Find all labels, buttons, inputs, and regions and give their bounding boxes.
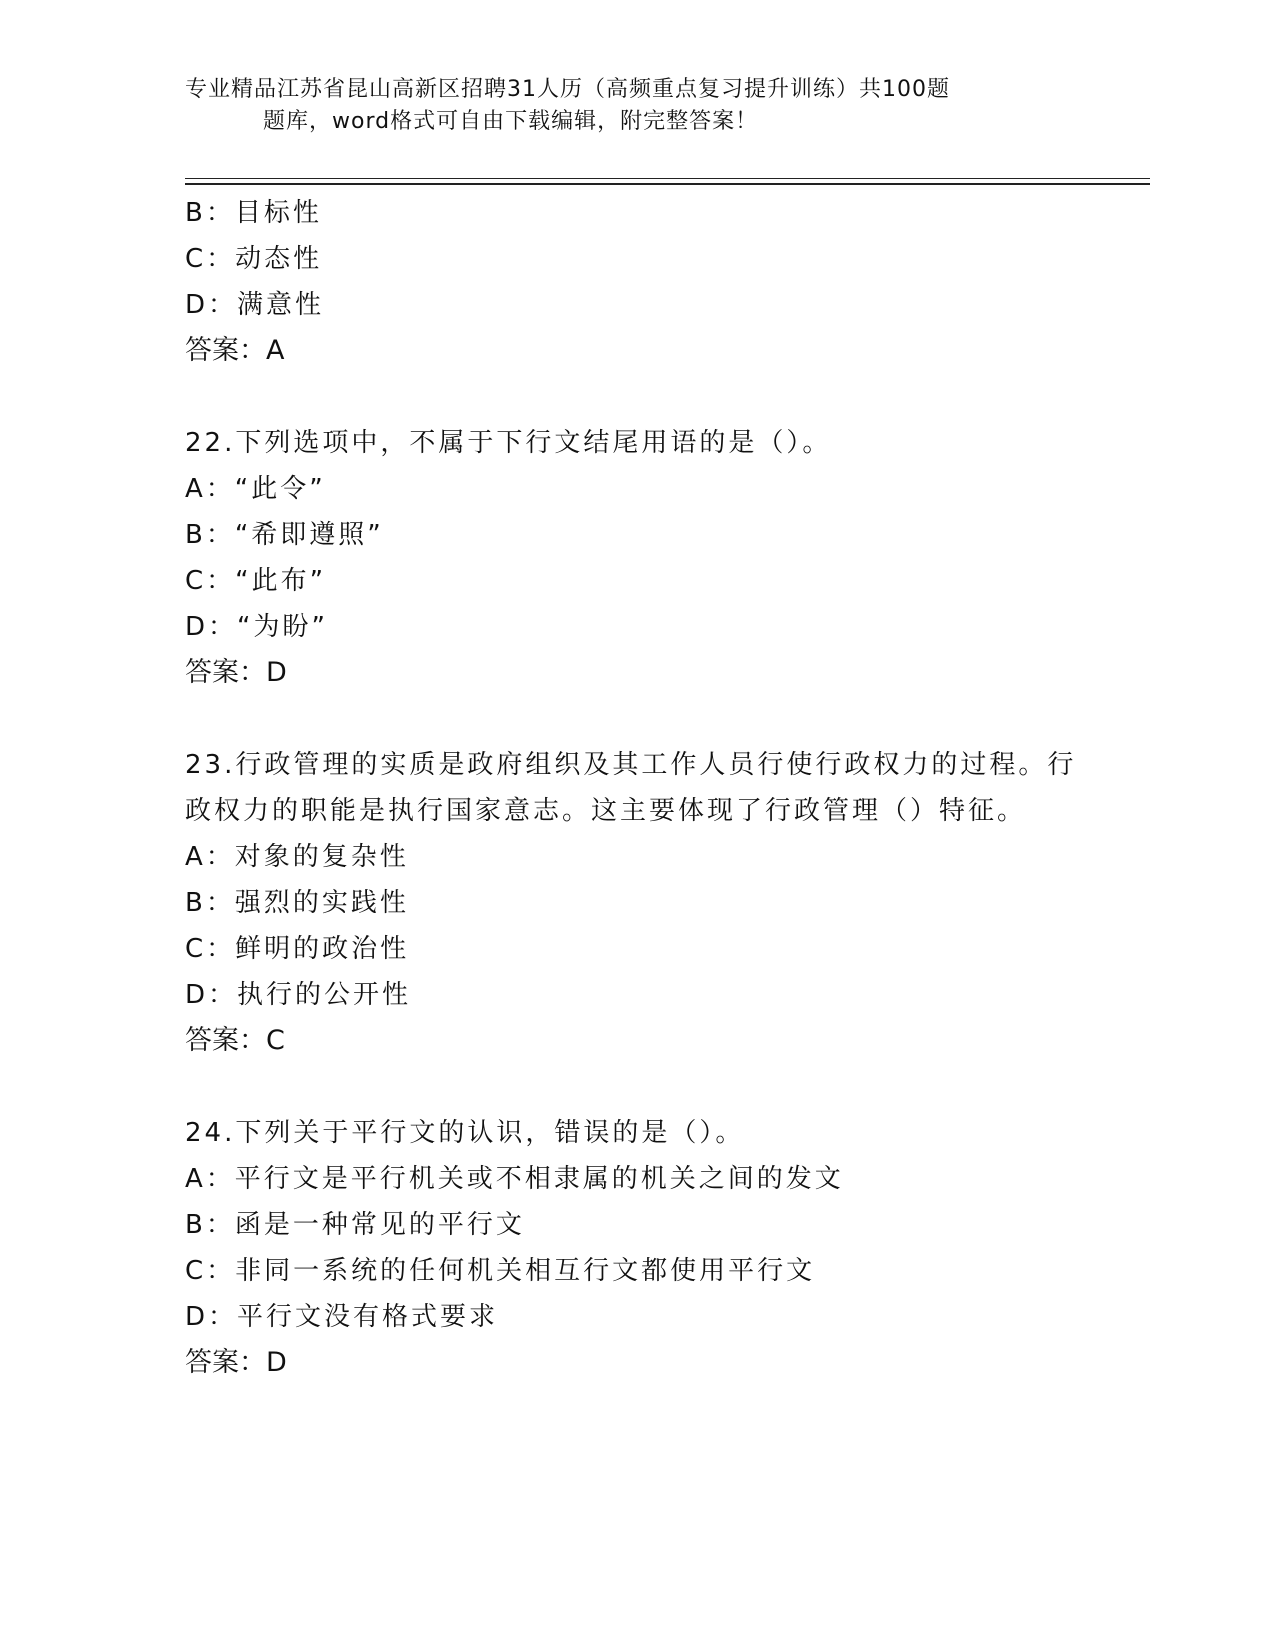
question-stem-line-2: 政权力的职能是执行国家意志。这主要体现了行政管理（）特征。	[185, 796, 1027, 826]
question-content	[185, 190, 1105, 1386]
option-a: A：平行文是平行机关或不相隶属的机关之间的发文	[185, 1164, 844, 1194]
spacer	[185, 1064, 1105, 1110]
option-d: D：执行的公开性	[185, 980, 412, 1010]
option-c: C：动态性	[185, 244, 323, 274]
spacer	[185, 696, 1105, 742]
answer-line: 答案：A	[185, 335, 285, 366]
answer-line: 答案：D	[185, 657, 287, 688]
question-stem-line-1: 23.行政管理的实质是政府组织及其工作人员行使行政权力的过程。行	[185, 750, 1077, 780]
spacer	[185, 374, 1105, 420]
option-a: A：“此令”	[185, 474, 326, 504]
question-22	[185, 420, 1105, 696]
option-d: D：平行文没有格式要求	[185, 1302, 499, 1332]
option-b: B：强烈的实践性	[185, 888, 409, 918]
question-23	[185, 742, 1105, 1064]
option-b: B：“希即遵照”	[185, 520, 384, 550]
header-title-line-2: 题库，word格式可自由下载编辑，附完整答案！	[263, 109, 759, 134]
question-24	[185, 1110, 1105, 1386]
question-stem: 22.下列选项中，不属于下行文结尾用语的是（）。	[185, 428, 832, 458]
option-c: C：鲜明的政治性	[185, 934, 410, 964]
option-d: D：满意性	[185, 290, 325, 320]
header-divider-thin	[185, 178, 1150, 179]
option-d: D：“为盼”	[185, 612, 328, 642]
page-header	[185, 74, 1085, 138]
option-b: B：函是一种常见的平行文	[185, 1210, 525, 1240]
header-divider-thick	[185, 183, 1150, 185]
continued-question	[185, 190, 1105, 374]
answer-line: 答案：D	[185, 1347, 287, 1378]
question-stem: 24.下列关于平行文的认识，错误的是（）。	[185, 1118, 745, 1148]
header-title-line-1: 专业精品江苏省昆山高新区招聘31人历（高频重点复习提升训练）共100题	[185, 77, 950, 102]
option-b: B：目标性	[185, 198, 322, 228]
option-c: C：“此布”	[185, 566, 327, 596]
option-a: A：对象的复杂性	[185, 842, 409, 872]
answer-line: 答案：C	[185, 1025, 285, 1056]
option-c: C：非同一系统的任何机关相互行文都使用平行文	[185, 1256, 816, 1286]
